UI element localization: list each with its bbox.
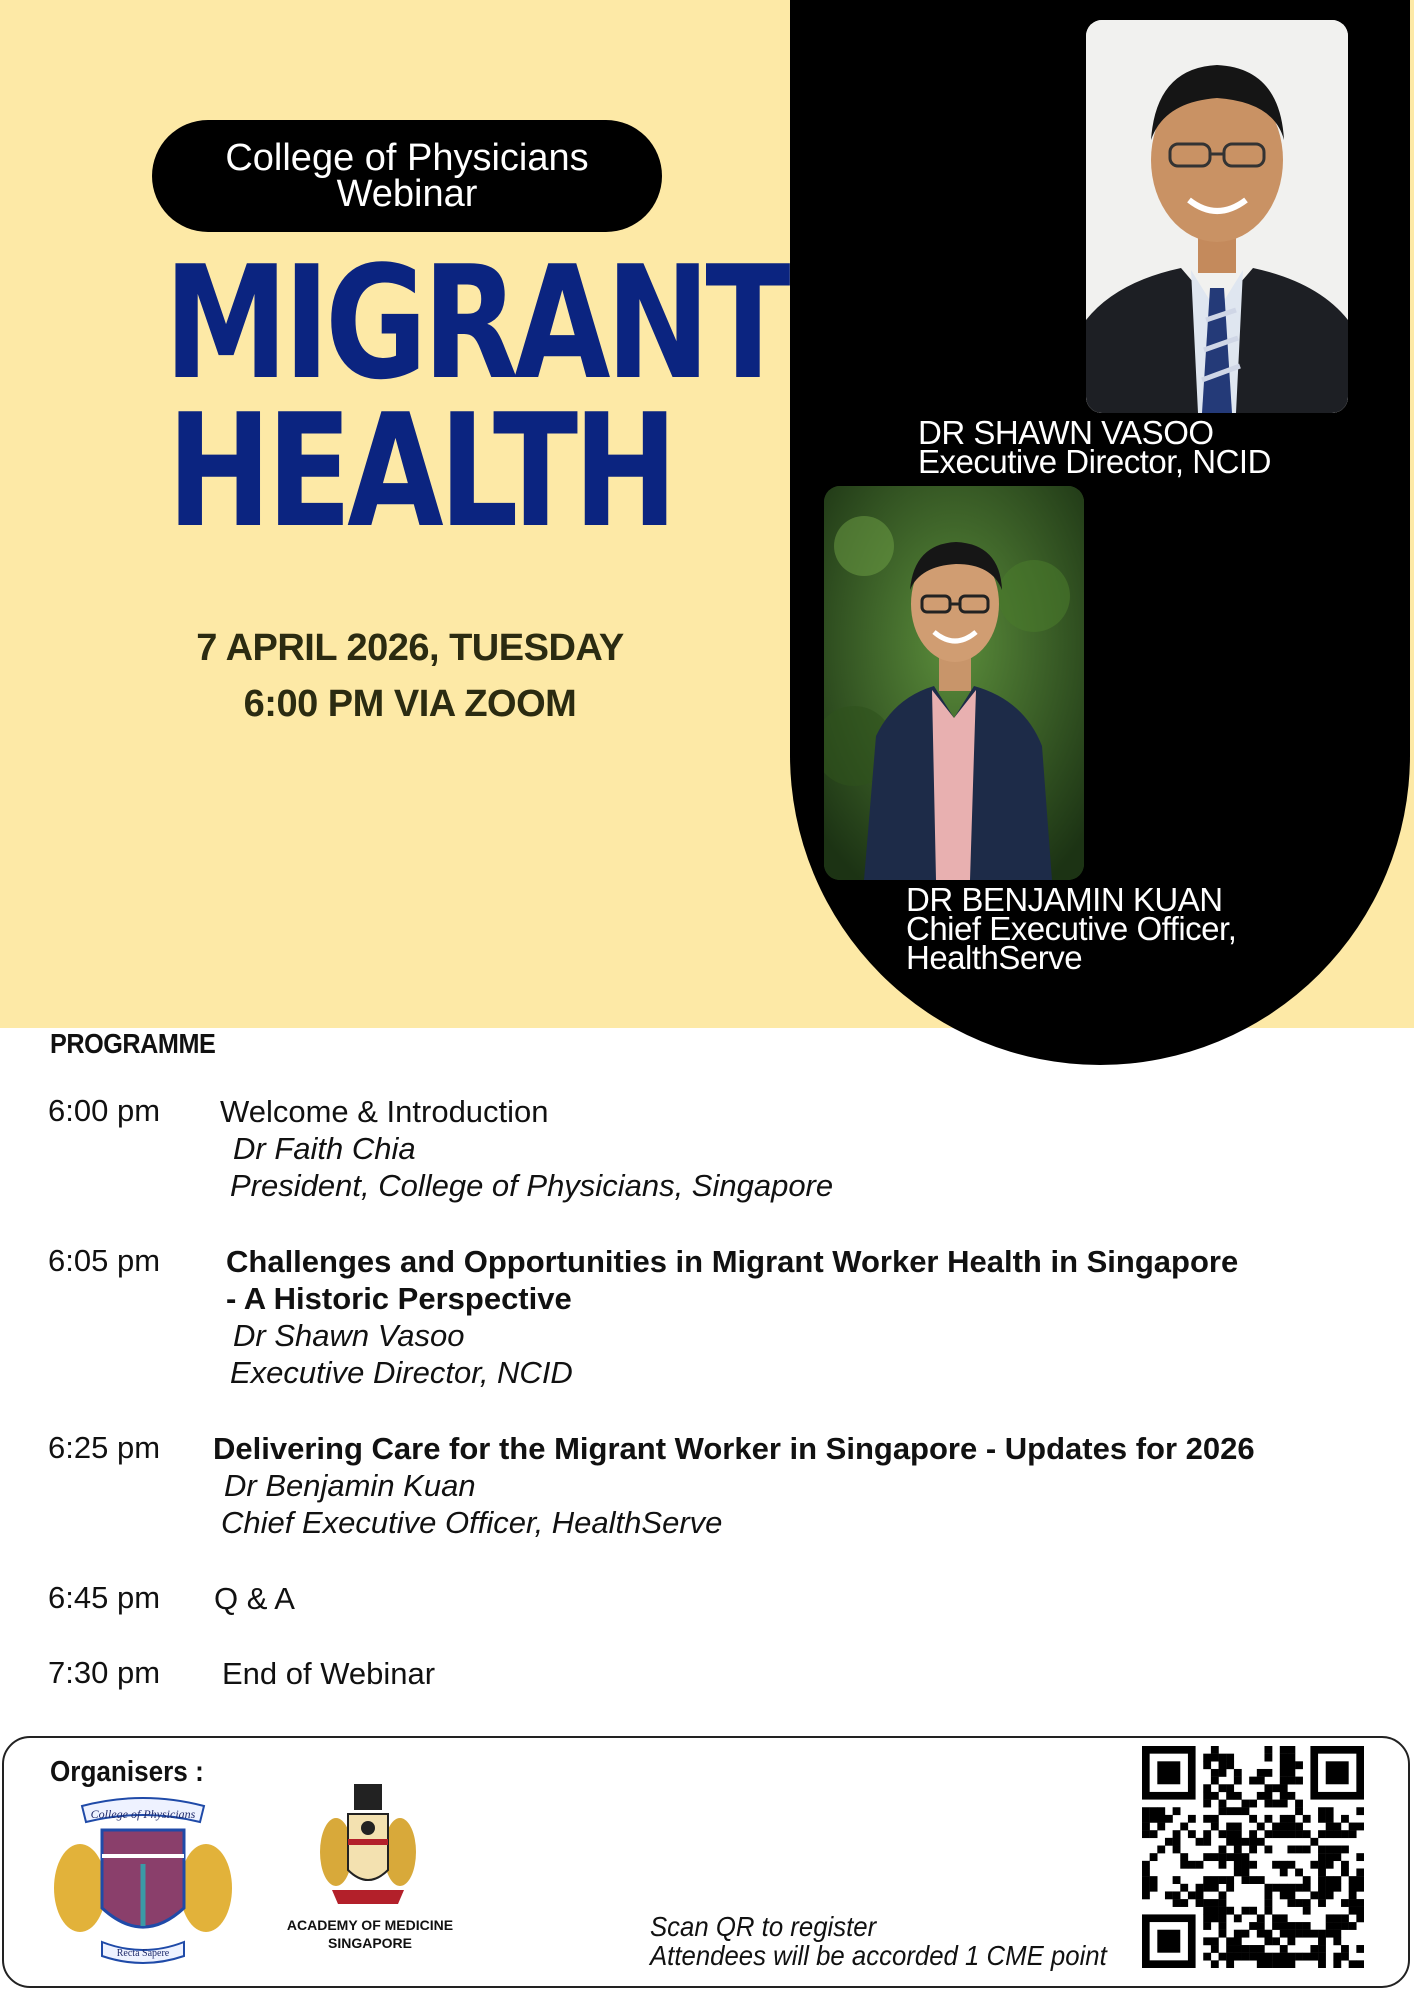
- programme-heading: PROGRAMME: [50, 1028, 216, 1059]
- scan-instruction: Scan QR to register: [650, 1911, 877, 1942]
- registration-qr-code[interactable]: [1142, 1746, 1364, 1968]
- programme-title-cont: - A Historic Perspective: [226, 1281, 572, 1316]
- programme-time: 6:00 pm: [48, 1093, 161, 1128]
- programme-time: 7:30 pm: [48, 1655, 161, 1690]
- badge-line-1: College of Physicians: [225, 137, 589, 179]
- programme-speaker: Dr Shawn Vasoo: [233, 1318, 465, 1353]
- speaker-name: DR BENJAMIN KUAN: [906, 881, 1223, 918]
- crest-motto: Recta Sapere: [116, 1948, 170, 1959]
- academy-of-medicine-crest: [318, 1780, 418, 1910]
- programme-title: Delivering Care for the Migrant Worker in Singapore - Updates for 2026: [213, 1431, 1255, 1466]
- programme-time: 6:25 pm: [48, 1430, 161, 1465]
- college-of-physicians-crest: [50, 1796, 236, 1966]
- speaker-role: Chief Executive Officer,: [906, 910, 1237, 947]
- programme-role: Chief Executive Officer, HealthServe: [221, 1505, 723, 1540]
- programme-role: President, College of Physicians, Singapore: [230, 1168, 834, 1203]
- registration-note: [650, 1912, 1107, 1970]
- speaker-photo-benjamin-kuan: [824, 486, 1084, 880]
- title-line-2: HEALTH: [167, 380, 673, 562]
- speaker-role-cont: HealthServe: [906, 939, 1083, 976]
- organisers-label: Organisers :: [50, 1756, 204, 1788]
- academy-line-2: SINGAPORE: [327, 1935, 412, 1951]
- programme-title: Q & A: [214, 1581, 295, 1616]
- programme-role: Executive Director, NCID: [230, 1355, 573, 1390]
- speaker-photo-shawn-vasoo: [1086, 20, 1348, 413]
- speaker-name: DR SHAWN VASOO: [918, 414, 1214, 451]
- academy-line-1: ACADEMY OF MEDICINE: [286, 1917, 454, 1933]
- webinar-badge: [152, 120, 662, 232]
- crest-scroll-text: College of Physicians: [90, 1807, 196, 1821]
- programme-speaker: Dr Faith Chia: [233, 1131, 416, 1166]
- speaker-card-1: [918, 414, 1271, 480]
- programme-title: Challenges and Opportunities in Migrant Worker Health in Singapore: [226, 1244, 1239, 1279]
- speaker-role: Executive Director, NCID: [918, 443, 1271, 480]
- title-line-1: MIGRANT: [164, 232, 786, 414]
- event-date: 7 APRIL 2026, TUESDAY: [196, 627, 624, 669]
- cme-note: Attendees will be accorded 1 CME point: [650, 1940, 1107, 1971]
- programme-speaker: Dr Benjamin Kuan: [224, 1468, 476, 1503]
- event-time: 6:00 PM VIA ZOOM: [243, 683, 577, 725]
- programme-title: Welcome & Introduction: [220, 1094, 549, 1129]
- speaker-card-2: [906, 881, 1237, 976]
- badge-line-2: Webinar: [336, 173, 478, 215]
- qr-code-graphic: [1142, 1746, 1364, 1968]
- programme-title: End of Webinar: [222, 1656, 436, 1691]
- academy-of-medicine-label: [270, 1916, 470, 1952]
- programme-time: 6:05 pm: [48, 1243, 161, 1278]
- programme-time: 6:45 pm: [48, 1580, 161, 1615]
